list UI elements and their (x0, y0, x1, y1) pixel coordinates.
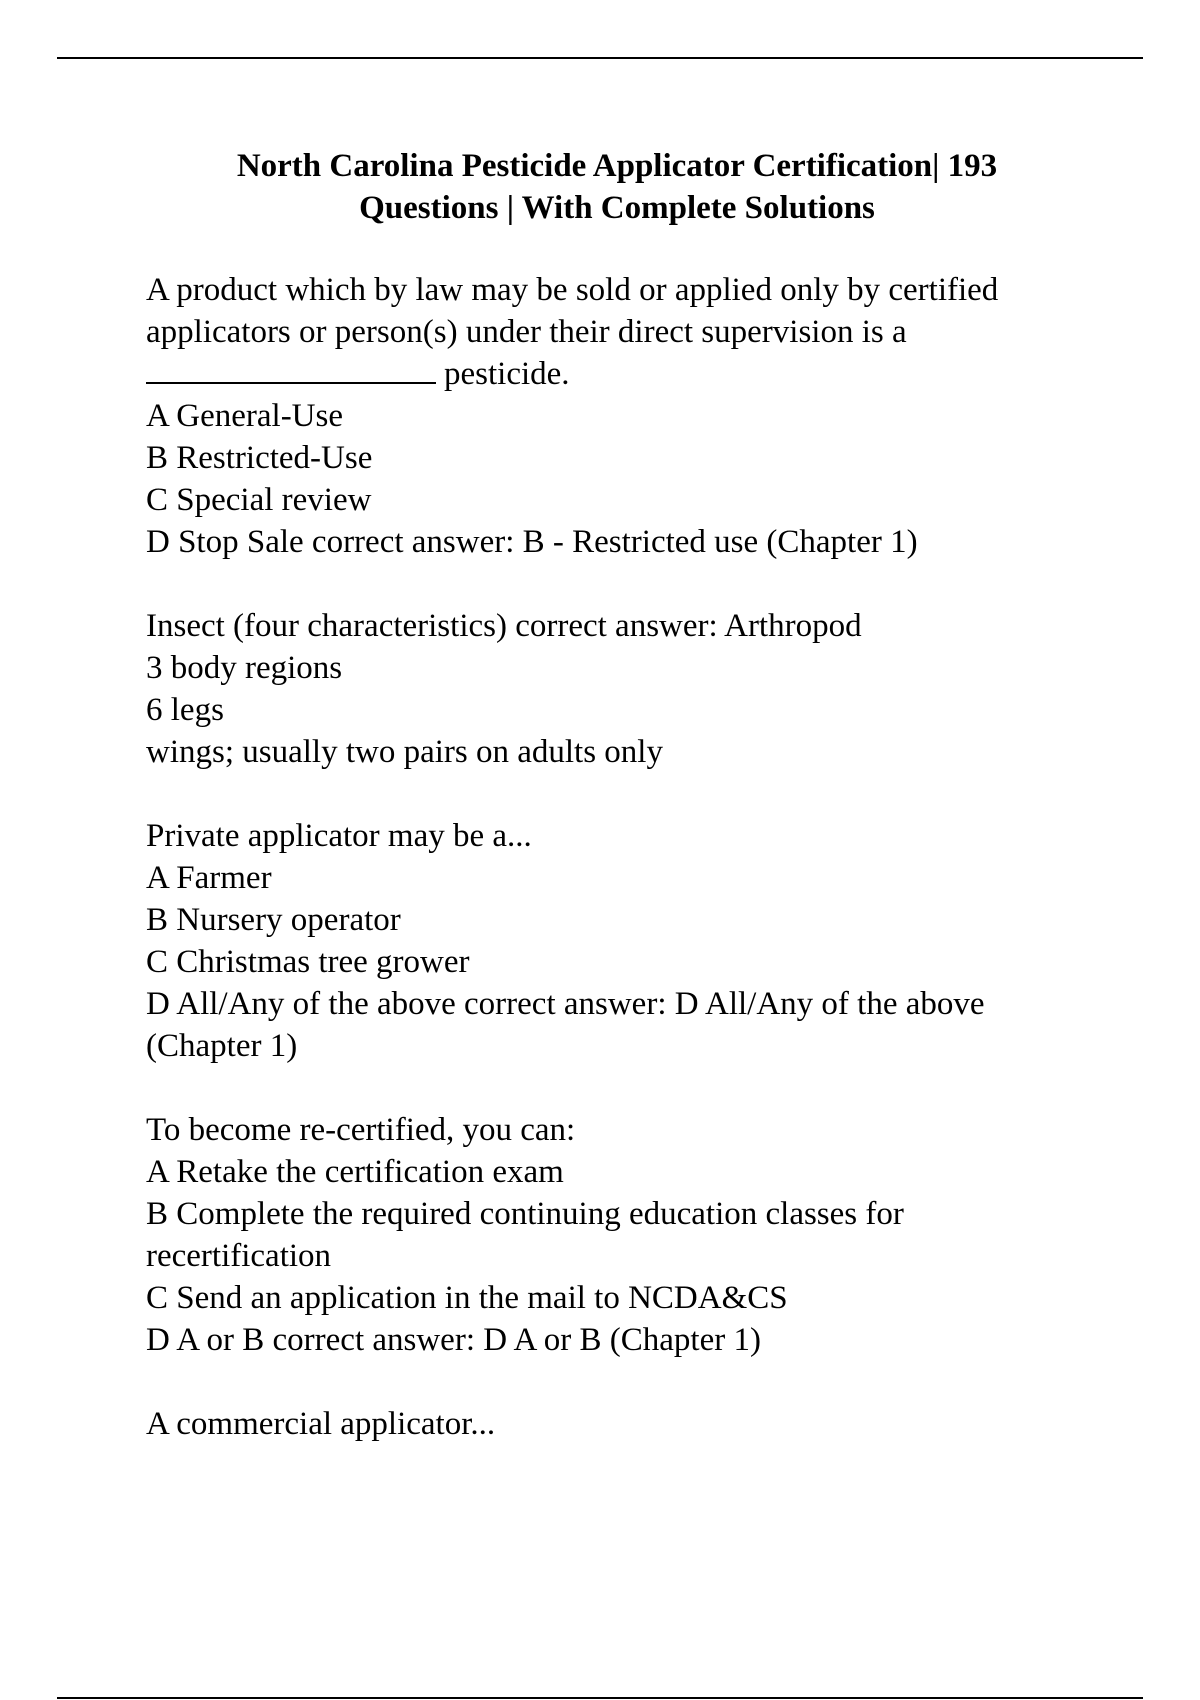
question-text: A commercial applicator... (146, 1406, 496, 1442)
title-line-1: North Carolina Pesticide Applicator Certification| 193 (236, 148, 998, 184)
document-title (150, 145, 1084, 229)
answer-option: D All/Any of the above correct answer: D All/Any of the above (146, 986, 985, 1022)
answer-option: D A or B correct answer: D A or B (Chapter 1) (146, 1322, 761, 1358)
answer-option: (Chapter 1) (146, 1028, 298, 1064)
block-gap (146, 1361, 1146, 1403)
answer-option: B Complete the required continuing education classes for (146, 1196, 904, 1232)
answer-option: C Christmas tree grower (146, 944, 470, 980)
question-text: To become re-certified, you can: (146, 1112, 576, 1148)
answer-option: D Stop Sale correct answer: B - Restricted use (Chapter 1) (146, 524, 918, 560)
document-body (146, 269, 1146, 1445)
block-gap (146, 1067, 1146, 1109)
answer-option: A Retake the certification exam (146, 1154, 564, 1190)
answer-option: A General-Use (146, 398, 344, 434)
answer-line: 6 legs (146, 692, 224, 728)
question-text: Insect (four characteristics) correct answer: Arthropod (146, 608, 862, 644)
answer-line: 3 body regions (146, 650, 343, 686)
blank-suffix: pesticide. (444, 356, 570, 392)
top-rule (57, 57, 1143, 59)
question-text: applicators or person(s) under their direct supervision is a (146, 314, 907, 350)
answer-option: B Restricted-Use (146, 440, 373, 476)
title-line-2: Questions | With Complete Solutions (359, 190, 875, 226)
question-block-2 (146, 605, 1146, 773)
answer-option: B Nursery operator (146, 902, 401, 938)
question-text: A product which by law may be sold or applied only by certified (146, 272, 999, 308)
fill-in-blank (146, 354, 436, 384)
answer-option: C Special review (146, 482, 372, 518)
question-block-5 (146, 1403, 1146, 1445)
question-blank-line (146, 353, 1146, 395)
question-text: Private applicator may be a... (146, 818, 532, 854)
block-gap (146, 773, 1146, 815)
answer-line: wings; usually two pairs on adults only (146, 734, 663, 770)
answer-option: C Send an application in the mail to NCDA&CS (146, 1280, 788, 1316)
answer-option: recertification (146, 1238, 332, 1274)
block-gap (146, 563, 1146, 605)
question-block-3 (146, 815, 1146, 1067)
bottom-rule (57, 1697, 1143, 1699)
question-block-4 (146, 1109, 1146, 1361)
answer-option: A Farmer (146, 860, 272, 896)
question-block-1 (146, 269, 1146, 563)
